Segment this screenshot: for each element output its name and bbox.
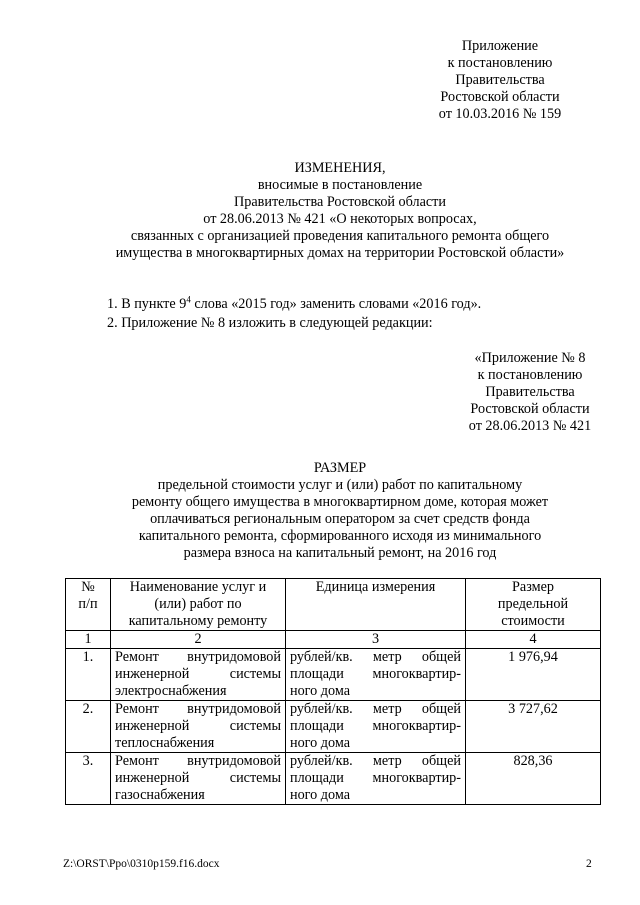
page-number: 2 xyxy=(586,858,592,870)
header-size: Размер предельной стоимости xyxy=(466,579,601,631)
column-number-row xyxy=(66,631,601,649)
footer-file-path: Z:\ORST\Ppo\0310p159.f16.docx xyxy=(63,858,220,870)
row-value: 1 976,94 xyxy=(466,649,601,701)
row-name: Ремонт внутридомовой инженерной системы газоснабжения xyxy=(111,753,286,805)
title-line: имущества в многоквартирных домах на территории Ростовской области» xyxy=(115,245,565,261)
item-2: 2. Приложение № 8 изложить в следующей редакции: xyxy=(107,315,433,331)
col-number: 2 xyxy=(111,631,286,649)
row-unit: рублей/кв. метр общей площади многоквартир- ного дома xyxy=(286,649,466,701)
cost-table xyxy=(65,578,601,805)
col-number: 4 xyxy=(466,631,601,649)
title-heading: ИЗМЕНЕНИЯ, xyxy=(294,160,386,176)
table-row xyxy=(66,649,601,701)
row-name: Ремонт внутридомовой инженерной системы теплоснабжения xyxy=(111,701,286,753)
item-1: 1. В пункте $9^4$ слова «2015 год» заменить словами «2016 год». xyxy=(107,294,482,312)
annex-inner xyxy=(420,350,640,435)
annex-line: к постановлению xyxy=(447,55,553,71)
col-number: 1 xyxy=(66,631,111,649)
amendment-items xyxy=(60,296,600,334)
annex-inner-line: Ростовской области xyxy=(470,401,590,417)
size-heading: РАЗМЕР xyxy=(313,460,367,476)
annex-line: от 10.03.2016 № 159 xyxy=(438,106,562,122)
annex-inner-line: «Приложение № 8 xyxy=(474,350,586,366)
row-value: 3 727,62 xyxy=(466,701,601,753)
annex-line: Приложение xyxy=(461,38,539,54)
col-number: 3 xyxy=(286,631,466,649)
header-num: № п/п xyxy=(66,579,111,631)
size-line: оплачиваться региональным оператором за счет средств фонда xyxy=(150,511,530,527)
size-line: размера взноса на капитальный ремонт, на 2016 год xyxy=(183,545,497,561)
annex-inner-line: от 28.06.2013 № 421 xyxy=(468,418,592,434)
row-unit: рублей/кв. метр общей площади многоквартир- ного дома xyxy=(286,753,466,805)
annex-line: Ростовской области xyxy=(440,89,560,105)
header-name: Наименование услуг и (или) работ по капитальному ремонту xyxy=(111,579,286,631)
document-title xyxy=(60,160,620,262)
title-line: вносимые в постановление xyxy=(257,177,423,193)
row-name: Ремонт внутридомовой инженерной системы электроснабжения xyxy=(111,649,286,701)
table-row xyxy=(66,701,601,753)
size-title xyxy=(60,460,620,562)
annex-header xyxy=(400,38,600,123)
row-num: 3. xyxy=(66,753,111,805)
annex-line: Правительства xyxy=(455,72,545,88)
annex-inner-line: к постановлению xyxy=(477,367,583,383)
size-line: ремонту общего имущества в многоквартирном доме, которая может xyxy=(131,494,549,510)
header-unit: Единица измерения xyxy=(286,579,466,631)
row-num: 2. xyxy=(66,701,111,753)
row-value: 828,36 xyxy=(466,753,601,805)
size-line: капитального ремонта, сформированного исходя из минимального xyxy=(138,528,542,544)
row-num: 1. xyxy=(66,649,111,701)
item-1-superscript: 4 xyxy=(186,294,191,305)
size-line: предельной стоимости услуг и (или) работ по капитальному xyxy=(157,477,523,493)
table-row xyxy=(66,753,601,805)
row-unit: рублей/кв. метр общей площади многоквартир- ного дома xyxy=(286,701,466,753)
title-line: от 28.06.2013 № 421 «О некоторых вопросах, xyxy=(203,211,477,227)
table-header-row xyxy=(66,579,601,631)
annex-inner-line: Правительства xyxy=(485,384,575,400)
title-line: связанных с организацией проведения капитального ремонта общего xyxy=(130,228,550,244)
title-line: Правительства Ростовской области xyxy=(234,194,446,210)
